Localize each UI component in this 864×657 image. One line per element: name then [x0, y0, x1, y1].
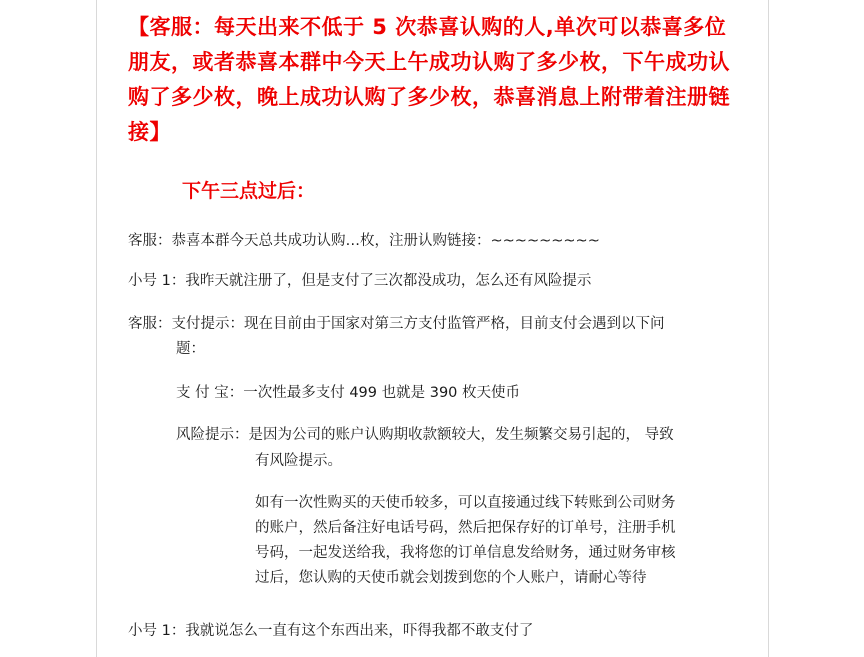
bulk-line-4: 过后，您认购的天使币就会划拨到您的个人账户，请耐心等待	[255, 570, 647, 586]
dialogue-text: 支付提示：现在目前由于国家对第三方支付监管严格，目前支付会遇到以下问	[171, 316, 665, 332]
left-margin-line	[96, 0, 97, 657]
dialogue-line-3	[128, 312, 665, 337]
dialogue-text: 恭喜本群今天总共成功认购…枚，注册认购链接：~~~~~~~~~	[171, 233, 600, 249]
risk-detail-continued: 有风险提示。	[255, 453, 342, 469]
instruction-heading: 【客服：每天出来不低于 5 次恭喜认购的人,单次可以恭喜多位朋友，或者恭喜本群中今天上午成功认购了多少枚，下午成功认购了多少枚，晚上成功认购了多少枚，恭喜消息上附带着注册链接】	[128, 15, 730, 144]
bulk-line-3: 号码，一起发送给我，我将您的订单信息发给财务，通过财务审核	[255, 545, 676, 561]
dialogue-line-2	[128, 269, 591, 294]
speaker-label: 小号 1：	[128, 273, 186, 289]
speaker-label: 小号 1：	[128, 623, 186, 639]
risk-text: 是因为公司的账户认购期收款额较大，发生频繁交易引起的， 导致	[248, 427, 674, 443]
alipay-detail	[176, 381, 520, 406]
speaker-label: 客服：	[128, 316, 172, 332]
alipay-label: 支 付 宝：	[176, 385, 244, 401]
dialogue-line-1	[128, 229, 600, 254]
dialogue-line-3-continued: 题：	[176, 341, 205, 357]
bulk-line-2: 的账户，然后备注好电话号码，然后把保存好的订单号，注册手机	[255, 520, 676, 536]
dialogue-text: 我昨天就注册了，但是支付了三次都没成功，怎么还有风险提示	[185, 273, 592, 289]
bulk-line-1: 如有一次性购买的天使币较多，可以直接通过线下转账到公司财务	[255, 495, 676, 511]
alipay-text: 一次性最多支付 499 也就是 390 枚天使币	[243, 385, 521, 401]
risk-detail	[176, 423, 674, 448]
closing-text: 我就说怎么一直有这个东西出来，吓得我都不敢支付了	[185, 623, 534, 639]
risk-label: 风险提示：	[176, 427, 249, 443]
closing-line	[128, 619, 533, 644]
speaker-label: 客服：	[128, 233, 172, 249]
section-subheading: 下午三点过后：	[182, 180, 316, 202]
right-margin-line	[768, 0, 769, 657]
